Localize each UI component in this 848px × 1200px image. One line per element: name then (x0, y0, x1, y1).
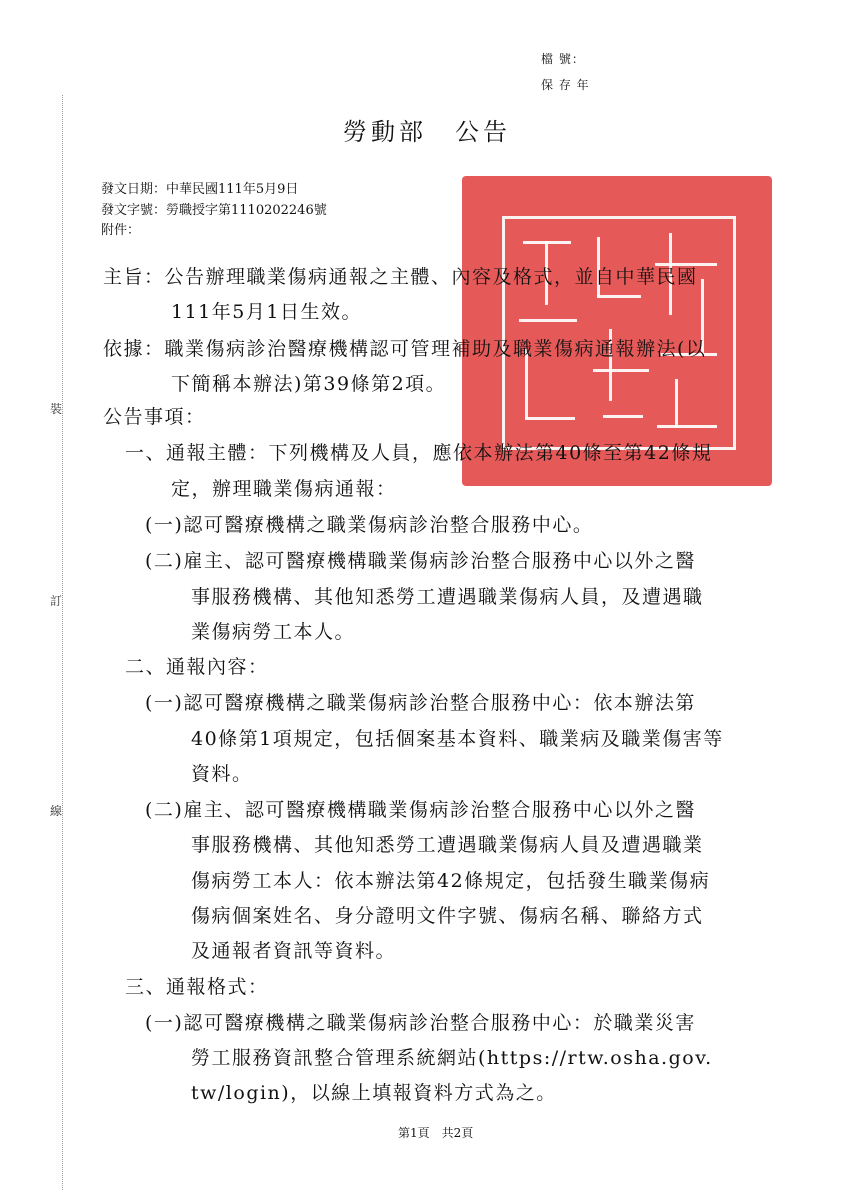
item-2-sub-2-line-2: 事服務機構、其他知悉勞工遭遇職業傷病人員及遭遇職業 (191, 834, 704, 856)
binding-mark-zhuang: 裝 (50, 398, 62, 419)
item-1-sub-1: (一)認可醫療機構之職業傷病診治整合服務中心。 (145, 514, 594, 536)
seal-border (502, 216, 736, 450)
item-1-sub-2-line-2: 事服務機構、其他知悉勞工遭遇職業傷病人員，及遭遇職 (191, 586, 704, 608)
item-2-sub-1-line-3: 資料。 (191, 763, 253, 785)
item-2-sub-2-line-3: 傷病勞工本人：依本辦法第42條規定，包括發生職業傷病 (191, 870, 711, 892)
item-2-heading: 二、通報內容： (125, 656, 269, 678)
item-2-sub-2-line-5: 及通報者資訊等資料。 (191, 940, 397, 962)
page-title: 勞動部 公告 (343, 118, 511, 146)
basis-line-2: 下簡稱本辦法)第39條第2項。 (171, 373, 447, 395)
issue-date: 發文日期：中華民國111年5月9日 (101, 182, 299, 197)
item-2-sub-2-line-1: (二)雇主、認可醫療機構職業傷病診治整合服務中心以外之醫 (145, 799, 696, 821)
item-2-sub-1-line-1: (一)認可醫療機構之職業傷病診治整合服務中心：依本辦法第 (145, 692, 696, 714)
item-3-sub-1-line-3: tw/login)，以線上填報資料方式為之。 (191, 1082, 557, 1104)
item-2-sub-1-line-2: 40條第1項規定，包括個案基本資料、職業病及職業傷害等 (191, 728, 724, 750)
item-1-heading-cont: 定，辦理職業傷病通報： (171, 478, 397, 500)
item-1-sub-2-line-3: 業傷病勞工本人。 (191, 621, 356, 643)
binding-mark-xian: 線 (50, 800, 62, 821)
file-number-label: 檔 號： (541, 52, 585, 66)
page-number: 第1頁 共2頁 (398, 1126, 474, 1140)
seal-glyphs (505, 219, 733, 447)
item-3-sub-1-line-2: 勞工服務資訊整合管理系統網站(https://rtw.osha.gov. (191, 1047, 713, 1069)
item-2-sub-2-line-4: 傷病個案姓名、身分證明文件字號、傷病名稱、聯絡方式 (191, 905, 704, 927)
item-1-sub-2-line-1: (二)雇主、認可醫療機構職業傷病診治整合服務中心以外之醫 (145, 550, 696, 572)
subject-line-1: 主旨：公告辦理職業傷病通報之主體、內容及格式，並自中華民國 (103, 266, 698, 288)
retention-label: 保 存 年 (541, 78, 590, 92)
binding-mark-ding: 訂 (50, 590, 62, 611)
item-3-sub-1-line-1: (一)認可醫療機構之職業傷病診治整合服務中心：於職業災害 (145, 1012, 696, 1034)
document-reference: 發文字號：勞職授字第1110202246號 (101, 203, 327, 218)
item-3-heading: 三、通報格式： (125, 976, 269, 998)
basis-line-1: 依據：職業傷病診治醫療機構認可管理補助及職業傷病通報辦法(以 (103, 338, 707, 360)
attachment-label: 附件： (101, 223, 141, 238)
subject-line-2: 111年5月1日生效。 (171, 301, 362, 323)
binding-line (62, 95, 63, 1190)
item-1-heading: 一、通報主體：下列機構及人員，應依本辦法第40條至第42條規 (125, 442, 713, 464)
notice-items-heading: 公告事項： (103, 406, 206, 428)
